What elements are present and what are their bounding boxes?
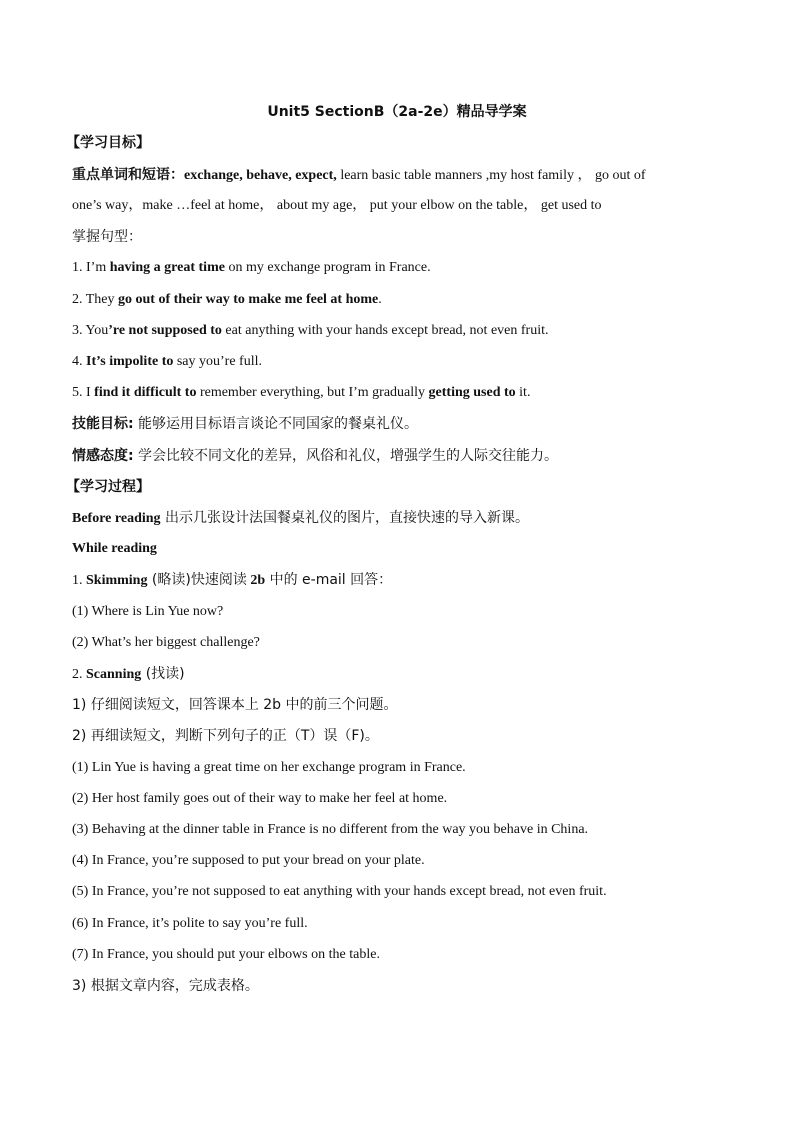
sentence-1-bold: having a great time bbox=[109, 260, 225, 275]
skimming-post: 中的 e-mail 回答： bbox=[265, 572, 393, 588]
sentence-4-pre: 4. bbox=[72, 354, 86, 369]
tf-statement-1: (1) Lin Yue is having a great time on her exchange program in France. bbox=[72, 760, 466, 775]
skimming-bold: Skimming bbox=[86, 573, 148, 588]
question-1: (1) Where is Lin Yue now? bbox=[72, 604, 224, 619]
vocab-line-2: one’s way，make …feel at home， about my age， put your elbow on the table， get used to bbox=[72, 198, 602, 213]
skill-line bbox=[72, 414, 418, 435]
vocab-bold: exchange, behave, expect, bbox=[184, 168, 337, 183]
scanning-bold: Scanning bbox=[86, 667, 142, 682]
before-reading-label: Before reading bbox=[72, 511, 161, 526]
before-reading-line bbox=[72, 508, 529, 529]
skill-label: 技能目标: bbox=[72, 416, 134, 432]
sentence-2-post: . bbox=[378, 292, 382, 307]
sentence-3-pre: 3. You bbox=[72, 323, 109, 338]
scanning-task-1: 1) 仔细阅读短文，回答课本上 2b 中的前三个问题。 bbox=[72, 697, 398, 713]
tf-statement-7: (7) In France, you should put your elbows on the table. bbox=[72, 947, 380, 962]
question-2: (2) What’s her biggest challenge? bbox=[72, 635, 260, 650]
tf-statement-2: (2) Her host family goes out of their way to make her feel at home. bbox=[72, 791, 448, 806]
tf-statement-3: (3) Behaving at the dinner table in France is no different from the way you behave in China. bbox=[72, 822, 589, 837]
skimming-line bbox=[72, 570, 392, 591]
sentence-5-bold-2: getting used to bbox=[428, 385, 516, 400]
emotion-text: 学会比较不同文化的差异，风俗和礼仪，增强学生的人际交往能力。 bbox=[133, 448, 559, 464]
sentence-5-mid: remember everything, but I’m gradually bbox=[196, 385, 429, 400]
emotion-label: 情感态度: bbox=[72, 448, 134, 464]
sentences-label: 掌握句型： bbox=[72, 229, 142, 245]
sentence-3 bbox=[72, 321, 548, 341]
sentence-1-pre: 1. I’m bbox=[72, 260, 110, 275]
emotion-line bbox=[72, 446, 558, 467]
before-reading-text: 出示几张设计法国餐桌礼仪的图片，直接快速的导入新课。 bbox=[160, 510, 529, 526]
sentence-1-post: on my exchange program in France. bbox=[224, 260, 431, 275]
skimming-bold-2: 2b bbox=[246, 573, 266, 588]
scanning-post: (找读) bbox=[141, 666, 185, 682]
tf-statement-5: (5) In France, you’re not supposed to eat anything with your hands except bread, not even fruit. bbox=[72, 884, 607, 899]
vocab-label: 重点单词和短语： bbox=[72, 167, 184, 183]
sentence-4 bbox=[72, 352, 262, 372]
sentence-4-bold: It’s impolite to bbox=[86, 354, 174, 369]
vocab-line-1 bbox=[72, 165, 646, 186]
tf-statement-6: (6) In France, it’s polite to say you’re full. bbox=[72, 916, 308, 931]
sentence-1 bbox=[72, 258, 431, 278]
sentence-3-bold: ’re not supposed to bbox=[108, 323, 222, 338]
table-task: 3) 根据文章内容，完成表格。 bbox=[72, 978, 259, 994]
objectives-header: 【学习目标】 bbox=[66, 135, 150, 151]
sentence-5-post: it. bbox=[515, 385, 531, 400]
sentence-3-post: eat anything with your hands except bread, not even fruit. bbox=[221, 323, 549, 338]
sentence-5-bold-1: find it difficult to bbox=[94, 385, 197, 400]
scanning-task-2: 2) 再细读短文，判断下列句子的正（T）误（F)。 bbox=[72, 728, 379, 744]
tf-statement-4: (4) In France, you’re supposed to put your bread on your plate. bbox=[72, 853, 425, 868]
page-title: Unit5 SectionB（2a-2e）精品导学案 bbox=[267, 104, 527, 120]
sentence-2-pre: 2. They bbox=[72, 292, 119, 307]
scanning-pre: 2. bbox=[72, 667, 86, 682]
sentence-2-bold: go out of their way to make me feel at home bbox=[118, 292, 379, 307]
while-reading-label: While reading bbox=[72, 541, 157, 556]
sentence-4-post: say you’re full. bbox=[173, 354, 263, 369]
vocab-rest-1: learn basic table manners ,my host family ， go out of bbox=[336, 168, 646, 183]
skill-text: 能够运用目标语言谈论不同国家的餐桌礼仪。 bbox=[133, 416, 419, 432]
sentence-5-pre: 5. I bbox=[72, 385, 95, 400]
scanning-line bbox=[72, 664, 185, 685]
sentence-2 bbox=[72, 290, 382, 310]
skimming-mid: (略读)快速阅读 bbox=[147, 572, 247, 588]
sentence-5 bbox=[72, 383, 530, 403]
skimming-pre: 1. bbox=[72, 573, 86, 588]
process-header: 【学习过程】 bbox=[66, 479, 150, 495]
